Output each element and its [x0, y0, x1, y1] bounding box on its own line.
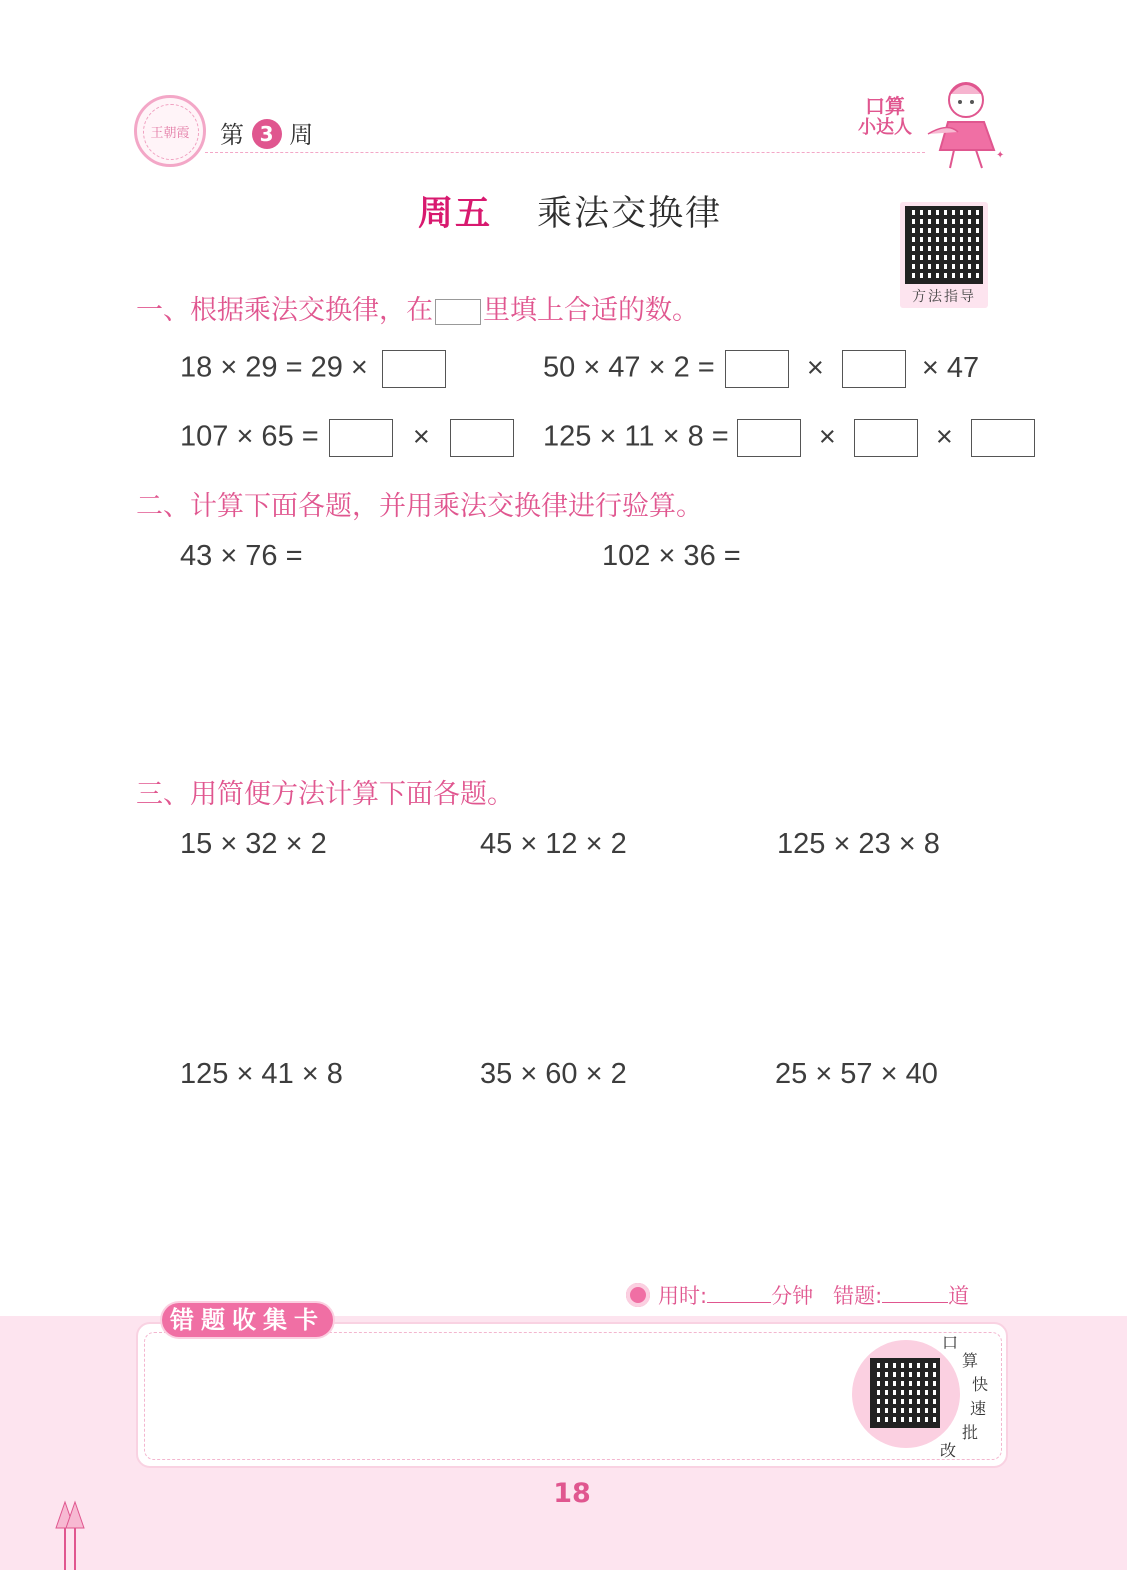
header-divider — [205, 152, 925, 153]
error-unit: 道 — [948, 1284, 970, 1308]
problem1-expr: 18 × 29 = 29 × — [180, 351, 368, 384]
problem2 — [543, 350, 979, 388]
answer-box[interactable] — [450, 419, 514, 457]
title-day: 周五 — [418, 194, 493, 234]
vertical-label — [940, 1330, 1000, 1460]
section2-item-1: 43 × 76 = — [180, 540, 303, 572]
time-unit: 分钟 — [771, 1284, 814, 1308]
week-suffix: 周 — [289, 121, 314, 149]
answer-box[interactable] — [382, 350, 446, 388]
answer-box[interactable] — [329, 419, 393, 457]
heading-blank-box — [435, 299, 481, 325]
section2-heading: 二、计算下面各题，并用乘法交换律进行验算。 — [136, 491, 703, 522]
label-char: 快 — [972, 1375, 989, 1394]
answer-box[interactable] — [842, 350, 906, 388]
section3-item: 125 × 41 × 8 — [180, 1058, 343, 1090]
brand-line1: 口算 — [865, 94, 905, 118]
label-char: 口 — [942, 1333, 959, 1352]
page-number: 18 — [553, 1478, 591, 1509]
page-title — [418, 186, 722, 236]
brand-seal-logo — [134, 95, 206, 167]
week-number: 3 — [259, 122, 274, 146]
answer-box[interactable] — [737, 419, 801, 457]
error-label: 错题: — [833, 1284, 883, 1308]
title-topic: 乘法交换律 — [537, 194, 723, 234]
section1-heading-part1: 一、根据乘法交换律，在 — [136, 295, 433, 326]
problem4-expr: 125 × 11 × 8 = — [543, 420, 729, 453]
answer-box[interactable] — [725, 350, 789, 388]
times-sign: × — [412, 420, 430, 453]
problem2-expr: 50 × 47 × 2 = — [543, 351, 715, 384]
stopwatch-icon — [626, 1283, 650, 1307]
times-sign: × — [818, 420, 836, 453]
label-char: 批 — [962, 1423, 979, 1442]
error-blank[interactable] — [882, 1284, 948, 1303]
section1-heading — [136, 288, 699, 327]
header — [0, 0, 1127, 180]
week-number-badge — [252, 119, 282, 149]
label-char: 算 — [962, 1351, 979, 1370]
logo-text: 王朝霞 — [150, 126, 190, 141]
week-prefix: 第 — [220, 121, 244, 149]
problem3 — [180, 419, 514, 457]
answer-box[interactable] — [971, 419, 1035, 457]
section3-item: 45 × 12 × 2 — [480, 828, 627, 860]
problem1 — [180, 350, 446, 388]
section3-item: 125 × 23 × 8 — [777, 828, 940, 860]
problem4 — [543, 419, 1035, 457]
label-char: 速 — [970, 1399, 987, 1418]
qr-code-icon — [907, 208, 981, 282]
times-sign: × — [935, 420, 953, 453]
brand-title — [850, 95, 920, 139]
corner-arrows-icon — [52, 1500, 92, 1570]
problem3-expr: 107 × 65 = — [180, 420, 319, 453]
card-title-text: 错题收集卡 — [162, 1303, 333, 1337]
method-guide-qr[interactable] — [900, 202, 988, 308]
time-error-record — [626, 1280, 969, 1310]
answer-box[interactable] — [854, 419, 918, 457]
label-char: 改 — [940, 1441, 957, 1460]
times-sign: × — [806, 351, 824, 384]
svg-text:✦: ✦ — [996, 150, 1005, 161]
cartoon-girl-illustration — [918, 72, 1018, 172]
section1-heading-part2: 里填上合适的数。 — [483, 295, 699, 326]
section2-item-2: 102 × 36 = — [602, 540, 741, 572]
qr-code-icon — [872, 1360, 938, 1426]
time-blank[interactable] — [707, 1284, 771, 1303]
qr-caption: 方法指导 — [912, 289, 976, 305]
week-label — [220, 115, 313, 151]
section3-heading: 三、用简便方法计算下面各题。 — [136, 779, 514, 810]
problem2-tail: × 47 — [921, 351, 980, 384]
section3-item: 15 × 32 × 2 — [180, 828, 327, 860]
section3-item: 35 × 60 × 2 — [480, 1058, 627, 1090]
brand-line2: 小达人 — [858, 117, 912, 138]
time-label: 用时: — [658, 1284, 708, 1308]
section3-item: 25 × 57 × 40 — [775, 1058, 938, 1090]
